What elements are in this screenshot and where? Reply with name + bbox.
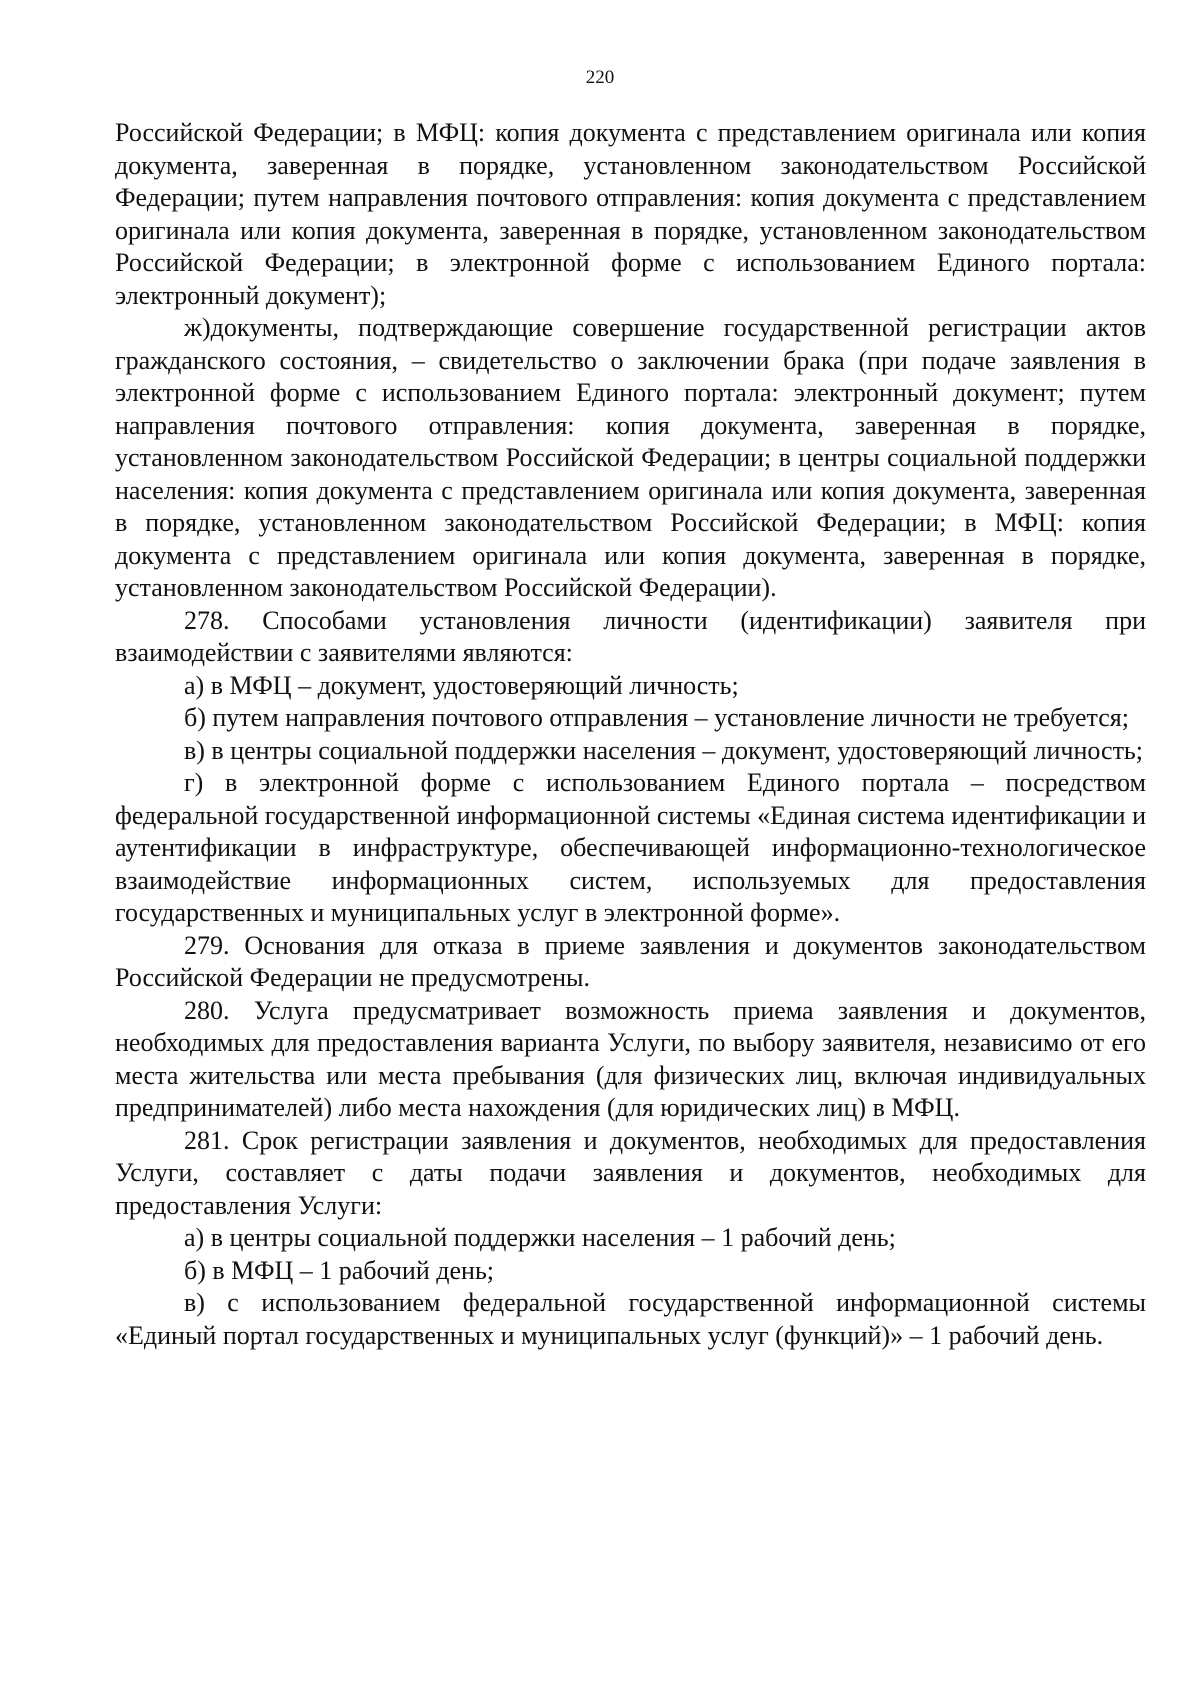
paragraph-281-b: б) в МФЦ – 1 рабочий день;	[184, 1255, 495, 1285]
paragraph-continuation: Российской Федерации; в МФЦ: копия документа с представлением оригинала или копия документа, заверенная в порядке, установленном законодательством Российской Федерации; путем направления почтового отправления: копия документа с представлением оригинала или копия документа, заверенная в порядке, установленном законодательством Российской Федерации; в электронной форме с использованием Единого портала: электронный документ);	[115, 118, 1146, 310]
paragraph-278-v: в) в центры социальной поддержки населения – документ, удостоверяющий личность;	[184, 735, 1144, 765]
paragraph-278-a: а) в МФЦ – документ, удостоверяющий личность;	[184, 670, 739, 700]
paragraph-278-g: г) в электронной форме с использованием Единого портала – посредством федеральной государственной информационной системы «Единая система идентификации и аутентификации в инфраструктуре, обеспечивающей информационно-технологическое взаимодействие информационных систем, используемых для предоставления государственных и муниципальных услуг в электронной форме».	[115, 768, 1146, 927]
page-number: 220	[585, 67, 615, 88]
paragraph-280: 280. Услуга предусматривает возможность приема заявления и документов, необходимых для предоставления варианта Услуги, по выбору заявителя, независимо от его места жительства или места пребывания (для физических лиц, включая индивидуальных предпринимателей) либо места нахождения (для юридических лиц) в МФЦ.	[115, 995, 1146, 1122]
paragraph-item-zh: ж)документы, подтверждающие совершение государственной регистрации актов гражданского состояния, – свидетельство о заключении брака (при подаче заявления в электронной форме с использованием Единого портала: электронный документ; путем направления почтового отправления: копия документа, заверенная в порядке, установленном законодательством Российской Федерации; в центры социальной поддержки населения: копия документа с представлением оригинала или копия документа, заверенная в порядке, установленном законодательством Российской Федерации; в МФЦ: копия документа с представлением оригинала или копия документа, заверенная в порядке, установленном законодательством Российской Федерации).	[115, 313, 1146, 602]
paragraph-279: 279. Основания для отказа в приеме заявления и документов законодательством Российской Федерации не предусмотрены.	[115, 930, 1146, 992]
paragraph-281: 281. Срок регистрации заявления и документов, необходимых для предоставления Услуги, составляет с даты подачи заявления и документов, необходимых для предоставления Услуги:	[115, 1125, 1146, 1220]
paragraph-278-b: б) путем направления почтового отправления – установление личности не требуется;	[184, 703, 1129, 732]
paragraph-281-v: в) с использованием федеральной государственной информационной системы «Единый портал государственных и муниципальных услуг (функций)» – 1 рабочий день.	[115, 1288, 1146, 1350]
paragraph-281-a: а) в центры социальной поддержки населения – 1 рабочий день;	[184, 1223, 896, 1252]
paragraph-278: 278. Способами установления личности (идентификации) заявителя при взаимодействии с заявителями являются:	[115, 605, 1146, 667]
document-body	[115, 117, 1146, 1352]
